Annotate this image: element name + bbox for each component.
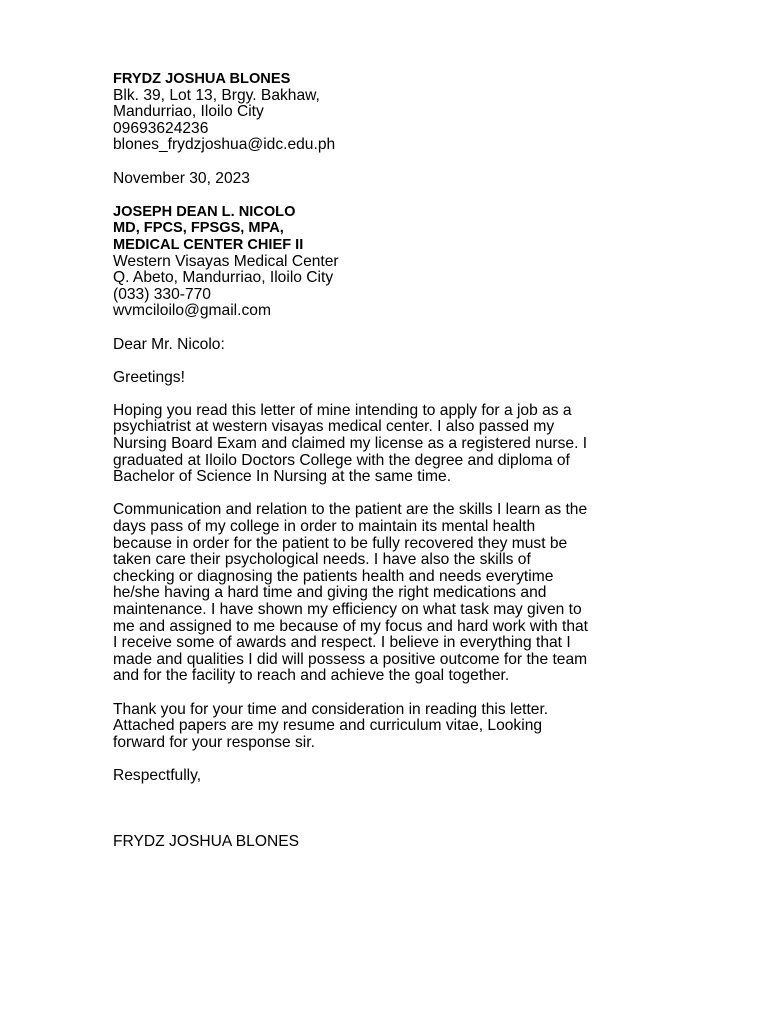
signature-block xyxy=(113,834,658,851)
paragraph-line: Nursing Board Exam and claimed my license as a registered nurse. I xyxy=(113,435,588,453)
paragraph-line: Attached papers are my resume and curriculum vitae, Looking xyxy=(113,717,543,735)
sender-phone: 09693624236 xyxy=(113,119,209,137)
date-block xyxy=(113,171,658,188)
sender-email: blones_frydzjoshua@idc.edu.ph xyxy=(113,136,336,154)
recipient-block xyxy=(113,204,658,320)
paragraph-line: checking or diagnosing the patients health and needs everytime xyxy=(113,567,554,585)
paragraph-line: and for the facility to reach and achieve the goal together. xyxy=(113,667,510,685)
letter-date: November 30, 2023 xyxy=(113,169,250,187)
recipient-organization: Western Visayas Medical Center xyxy=(113,252,339,270)
body-paragraph-2 xyxy=(113,502,658,685)
sender-name: FRYDZ JOSHUA BLONES xyxy=(113,71,291,87)
greeting-block xyxy=(113,370,658,387)
paragraph-line: made and qualities I did will possess a positive outcome for the team xyxy=(113,650,588,668)
recipient-credentials: MD, FPCS, FPSGS, MPA, xyxy=(113,220,284,237)
closing-block xyxy=(113,768,658,785)
greeting: Greetings! xyxy=(113,368,185,386)
signature-name: FRYDZ JOSHUA BLONES xyxy=(113,833,300,851)
paragraph-line: I receive some of awards and respect. I believe in everything that I xyxy=(113,634,571,652)
paragraph-line: Communication and relation to the patient are the skills I learn as the xyxy=(113,501,588,519)
paragraph-line: he/she having a hard time and giving the right medications and xyxy=(113,584,547,602)
paragraph-line: maintenance. I have shown my efficiency on what task may given to xyxy=(113,601,582,618)
closing: Respectfully, xyxy=(113,766,202,784)
paragraph-line: psychiatrist at western visayas medical center. I also passed my xyxy=(113,418,555,436)
sender-block xyxy=(113,71,658,154)
signature-space xyxy=(113,801,658,834)
paragraph-line: forward for your response sir. xyxy=(113,733,315,751)
recipient-address: Q. Abeto, Mandurriao, Iloilo City xyxy=(113,269,334,287)
recipient-position: MEDICAL CENTER CHIEF II xyxy=(113,236,304,253)
salutation: Dear Mr. Nicolo: xyxy=(113,335,225,353)
body-paragraph-1 xyxy=(113,403,658,486)
paragraph-line: Thank you for your time and consideration in reading this letter. xyxy=(113,700,549,718)
paragraph-line: taken care their psychological needs. I have also the skills of xyxy=(113,551,531,569)
paragraph-line: graduated at Iloilo Doctors College with the degree and diploma of xyxy=(113,451,570,469)
paragraph-line: Hoping you read this letter of mine intending to apply for a job as a xyxy=(113,401,572,419)
recipient-name: JOSEPH DEAN L. NICOLO xyxy=(113,203,296,220)
body-paragraph-3 xyxy=(113,702,658,752)
sender-address-line1: Blk. 39, Lot 13, Brgy. Bakhaw, xyxy=(113,86,320,104)
recipient-email: wvmciloilo@gmail.com xyxy=(113,302,271,320)
paragraph-line: me and assigned to me because of my focus and hard work with that xyxy=(113,617,589,635)
recipient-phone: (033) 330-770 xyxy=(113,285,211,303)
sender-address-line2: Mandurriao, Iloilo City xyxy=(113,103,264,121)
paragraph-line: days pass of my college in order to maintain its mental health xyxy=(113,518,536,536)
salutation-block xyxy=(113,337,658,354)
cover-letter xyxy=(113,71,658,851)
paragraph-line: because in order for the patient to be fully recovered they must be xyxy=(113,534,568,552)
paragraph-line: Bachelor of Science In Nursing at the same time. xyxy=(113,468,452,486)
